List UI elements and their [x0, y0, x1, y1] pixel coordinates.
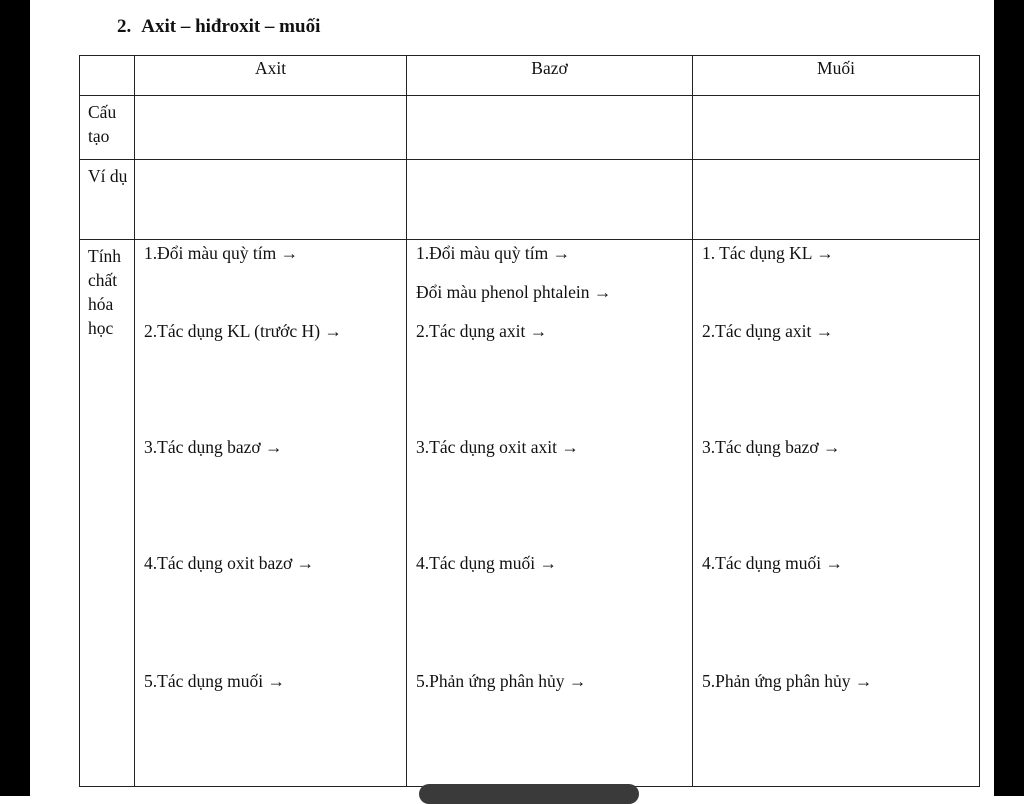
bazo-property: 3.Tác dụng oxit axit → — [416, 437, 579, 457]
header-axit: Axit — [135, 56, 407, 96]
properties-bazo-cell — [407, 240, 693, 787]
axit-property: 4.Tác dụng oxit bazơ → — [144, 553, 315, 573]
structure-axit-cell — [135, 96, 407, 160]
section-title: Axit – hiđroxit – muối — [141, 16, 321, 37]
example-muoi-cell — [693, 160, 980, 240]
properties-row — [80, 240, 980, 787]
axit-property: 3.Tác dụng bazơ → — [144, 437, 283, 457]
left-frame-bar — [0, 0, 30, 796]
example-label: Ví dụ — [88, 166, 128, 186]
axit-property: 1.Đổi màu quỳ tím → — [144, 243, 299, 263]
axit-property: 5.Tác dụng muối → — [144, 671, 285, 691]
structure-row — [80, 96, 980, 160]
structure-label-cell — [80, 96, 135, 160]
example-axit-cell — [135, 160, 407, 240]
header-row — [80, 56, 980, 96]
section-number: 2. — [117, 16, 132, 37]
header-bazo: Bazơ — [407, 56, 693, 96]
structure-bazo-cell — [407, 96, 693, 160]
example-bazo-cell — [407, 160, 693, 240]
properties-muoi-cell — [693, 240, 980, 787]
muoi-property: 5.Phản ứng phân hủy → — [702, 671, 873, 691]
section-heading — [117, 16, 320, 38]
bazo-property: 4.Tác dụng muối → — [416, 553, 557, 573]
muoi-property: 2.Tác dụng axit → — [702, 321, 834, 341]
bazo-property: 1.Đổi màu quỳ tím → — [416, 243, 571, 263]
right-frame-bar — [994, 0, 1024, 796]
comparison-table — [79, 55, 980, 787]
structure-muoi-cell — [693, 96, 980, 160]
properties-label: Tính chất hóa học — [88, 246, 122, 338]
bazo-property: 5.Phản ứng phân hủy → — [416, 671, 587, 691]
muoi-property: 3.Tác dụng bazơ → — [702, 437, 841, 457]
properties-label-cell — [80, 240, 135, 787]
bazo-property: 2.Tác dụng axit → — [416, 321, 548, 341]
header-corner — [80, 56, 135, 96]
header-muoi: Muối — [693, 56, 980, 96]
axit-property: 2.Tác dụng KL (trước H) → — [144, 321, 342, 341]
muoi-property: 4.Tác dụng muối → — [702, 553, 843, 573]
muoi-property: 1. Tác dụng KL → — [702, 243, 834, 263]
structure-label: Cấu tạo — [88, 102, 117, 146]
example-label-cell — [80, 160, 135, 240]
example-row — [80, 160, 980, 240]
scroll-indicator[interactable] — [419, 784, 639, 804]
properties-axit-cell — [135, 240, 407, 787]
bazo-property: Đổi màu phenol phtalein → — [416, 282, 612, 302]
